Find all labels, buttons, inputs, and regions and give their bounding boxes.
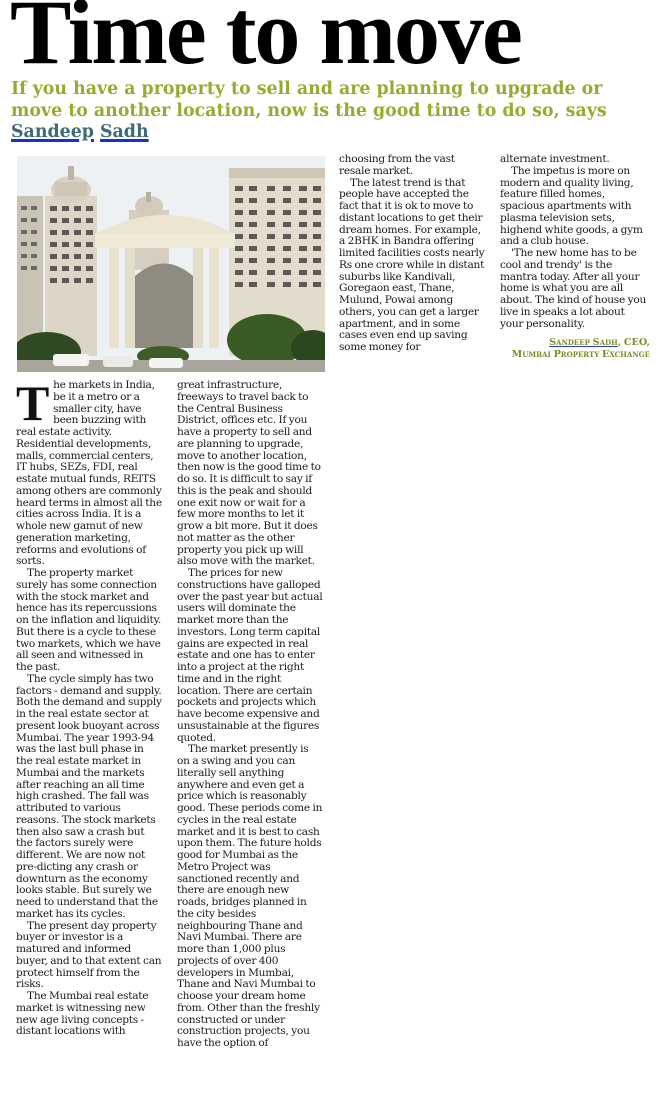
author-first-name[interactable]: Sandeep (11, 122, 94, 142)
author-last-name[interactable]: Sadh (99, 122, 149, 142)
col1-paragraph-4: The present day property buyer or investor is a matured and informed buyer, and to that extent can protect himself from the risks. (16, 919, 162, 991)
signature-company: Mumbai Property Exchange (511, 349, 650, 361)
col2-paragraph-3: The market presently is on a swing and you can literally sell anything anywhere and even get a price which is reasonably good. These periods come in cycles in the real estate market and it is best to cash upon them. The future holds good for Mumbai as the Metro Project was sanctioned recently and there are enough new roads, bridges planned in the city besides neighbouring Thane and Navi Mumbai. There are more than 1,000 plus projects of over 400 developers in Mumbai, Thane and Navi Mumbai to choose your dream home from. Other than the freshly constructed or under construction projects, you have the option of (177, 743, 323, 1049)
col3-paragraph-1: choosing from the vast resale market. (339, 153, 455, 177)
deck-text: If you have a property to sell and are planning to upgrade or move to another location, now is the good time to do so, says (11, 79, 607, 121)
col2-paragraph-1: great infrastructure, freeways to travel back to the Central Business District, offices etc. If you have a property to sell and are planning to upgrade, move to another location, then now is the good time to do so. It is difficult to say if this is the peak and should one exit now or wait for a few more months to let it grow a bit more. But it does not matter as the other property you pick up will also move with the market. (177, 379, 321, 568)
author-signature (500, 337, 650, 361)
col1-paragraph-3: The cycle simply has two factors - demand and supply. Both the demand and supply in the real estate sector at present look buoyant across Mumbai. The year 1993-94 was the last bull phase in the real estate market in Mumbai and the markets after reaching an all time high crashed. The fall was attributed to various reasons. The stock markets then also saw a crash but the factors surely were different. We are now not pre-dicting any crash or downturn as the economy looks stable. But surely we need to understand that the market has its cycles. (16, 672, 162, 920)
col3-paragraph-2: The latest trend is that people have accepted the fact that it is ok to move to distant locations to get their dream homes. For example, a 2BHK in Bandra offering limited facilities costs nearly Rs one crore while in distant suburbs like Kandivali, Goregaon east, Thane, Mulund, Powai among others, you can get a larger apartment, and in some cases even end up saving some money for (339, 176, 485, 353)
col1-paragraph-2: The property market surely has some connection with the stock market and hence has its repercussions on the inflation and liquidity. But there is a cycle to these two markets, which we have all seen and witnessed in the past. (16, 567, 162, 673)
signature-title: , CEO, (617, 337, 650, 349)
col4-paragraph-3: 'The new home has to be cool and trendy' is the mantra today. After all your home is what you are all about. The kind of house you live in speaks a lot about your personality. (500, 247, 647, 330)
col1-paragraph-5: The Mumbai real estate market is witnessing new new age living concepts - distant locations with (16, 990, 149, 1038)
article-column-3 (339, 154, 485, 354)
col2-paragraph-2: The prices for new constructions have galloped over the past year but actual users will dominate the market more than the investors. Long term capital gains are expected in real estate and one has to enter into a project at the right time and in the right location. There are certain pockets and projects which have become expensive and unsustainable at the figures quoted. (177, 567, 323, 744)
article-column-4 (500, 154, 650, 361)
building-photo (17, 156, 325, 372)
deck-subheading (11, 79, 651, 144)
headline: Time to move (10, 0, 521, 83)
drop-cap: T (16, 375, 50, 431)
article-column-2 (177, 380, 323, 1050)
article-column-1 (16, 375, 162, 1038)
col1-paragraph-1: he markets in India, be it a metro or a smaller city, have been buzzing with real estate activity. Residential developments, malls, commercial centers, IT hubs, SEZs, FDI, real estate mutual funds, REITS among others are commonly heard terms in almost all the cities across India. It is a whole new gamut of new generation marketing, reforms and evolutions of sorts. (16, 379, 162, 568)
col4-paragraph-2: The impetus is more on modern and quality living, feature filled homes, spacious apartments with plasma television sets, highend white goods, a gym and a club house. (500, 164, 643, 248)
col4-paragraph-1: alternate investment. (500, 153, 610, 165)
signature-name[interactable]: Sandeep Sadh (549, 337, 618, 349)
